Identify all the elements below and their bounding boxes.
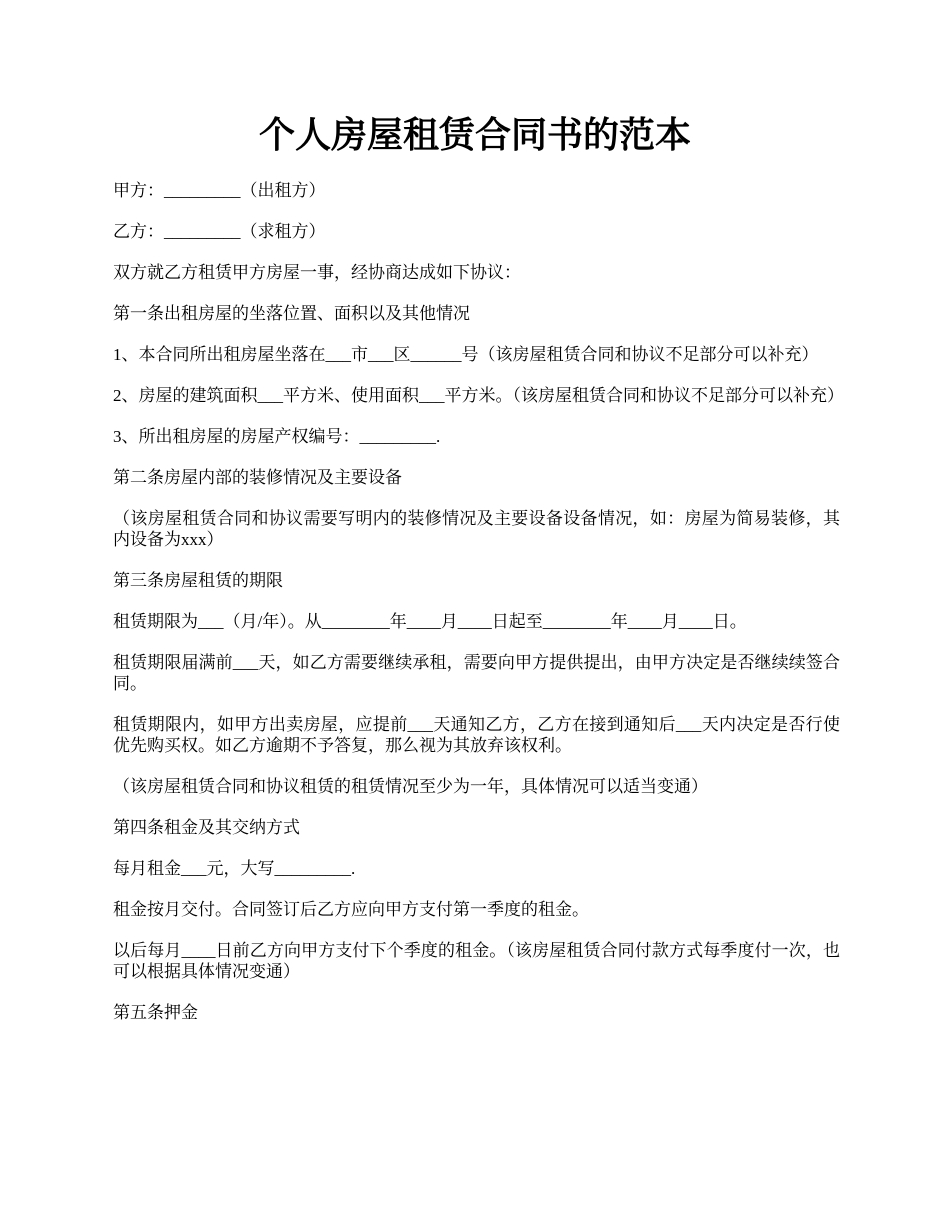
lease-term-line: 租赁期限为___（月/年）。从________年____月____日起至________年____月____日。 xyxy=(113,612,747,631)
article-2-heading: 第二条房屋内部的装修情况及主要设备 xyxy=(113,468,402,487)
party-b-line: 乙方：_________（求租方） xyxy=(113,222,326,241)
article-1-item-3: 3、所出租房屋的房屋产权编号：_________. xyxy=(113,427,441,446)
article-2-note: （该房屋租赁合同和协议需要写明内的装修情况及主要设备设备情况，如：房屋为简易装修，其内设备为xxx） xyxy=(113,509,840,549)
article-5-heading: 第五条押金 xyxy=(113,1003,198,1022)
article-3-note: （该房屋租赁合同和协议租赁的租赁情况至少为一年，具体情况可以适当变通） xyxy=(113,777,708,796)
article-4-heading: 第四条租金及其交纳方式 xyxy=(113,818,300,837)
party-a-line: 甲方：_________（出租方） xyxy=(113,181,326,200)
lease-renewal-paragraph: 租赁期限届满前___天，如乙方需要继续承租，需要向甲方提供提出，由甲方决定是否继续续签合同。 xyxy=(113,653,840,693)
monthly-rent-line: 每月租金___元，大写_________. xyxy=(113,859,356,878)
article-1-item-1: 1、本合同所出租房屋坐落在___市___区______号（该房屋租赁合同和协议不足部分可以补充） xyxy=(113,345,819,364)
agreement-intro: 双方就乙方租赁甲方房屋一事，经协商达成如下协议： xyxy=(113,263,521,282)
rent-payment-paragraph: 租金按月交付。合同签订后乙方应向甲方支付第一季度的租金。 xyxy=(113,900,589,919)
pre-emption-paragraph: 租赁期限内，如甲方出卖房屋，应提前___天通知乙方，乙方在接到通知后___天内决定是否行使优先购买权。如乙方逾期不予答复，那么视为其放弃该权利。 xyxy=(113,715,840,755)
document-title: 个人房屋租赁合同书的范本 xyxy=(258,115,691,155)
document-body xyxy=(113,180,844,1043)
article-1-item-2: 2、房屋的建筑面积___平方米、使用面积___平方米。（该房屋租赁合同和协议不足部分可以补充） xyxy=(113,386,844,405)
article-3-heading: 第三条房屋租赁的期限 xyxy=(113,571,283,590)
subsequent-payment-paragraph: 以后每月____日前乙方向甲方支付下个季度的租金。（该房屋租赁合同付款方式每季度付一次，也可以根据具体情况变通） xyxy=(113,941,840,981)
article-1-heading: 第一条出租房屋的坐落位置、面积以及其他情况 xyxy=(113,304,470,323)
